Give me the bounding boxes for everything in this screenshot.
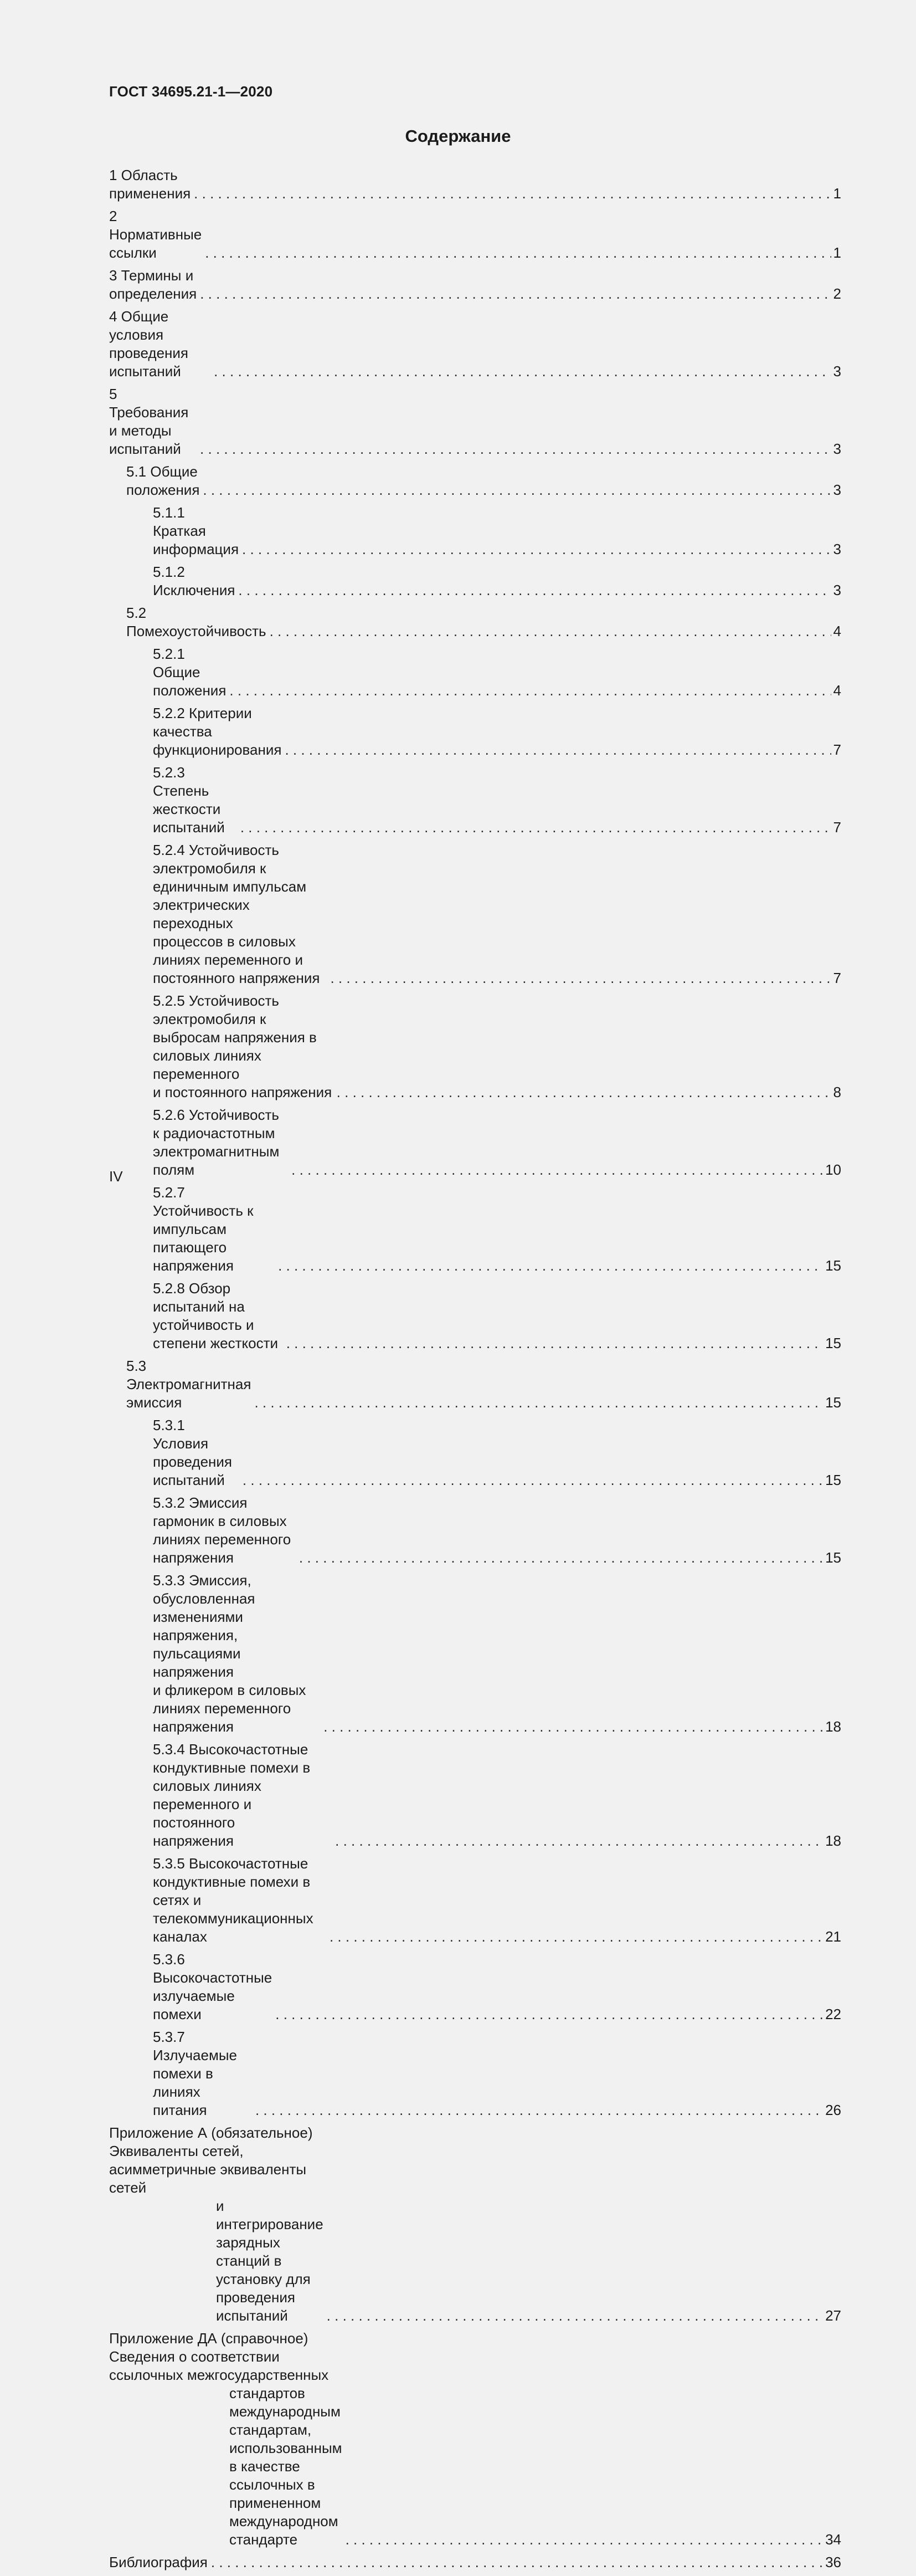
toc-entry-text: 5.2.2 Критерии качества функционирования [153,705,282,758]
toc-page-number: 8 [833,1084,841,1100]
dot-leader [211,2553,823,2572]
toc-entry-text: Приложение ДА (справочное) Сведения о соответствии ссылочных межгосударственных [109,2330,329,2383]
dot-leader [242,540,831,559]
toc-entry-text: Библиография [109,2554,208,2570]
toc-entry-5-2-5[interactable] [109,992,841,1102]
dot-leader [285,741,831,759]
toc-entry-text: 5.3.1 Условия проведения испытаний [153,1417,232,1488]
dot-leader [243,1471,823,1489]
toc-entry-3[interactable] [109,267,841,303]
toc-entry-1[interactable] [109,166,841,203]
toc-entry-5-1[interactable] [109,463,841,499]
dot-leader [275,2005,823,2024]
toc-entry-text: 2 Нормативные ссылки [109,208,202,261]
toc-entry-5-2-8[interactable] [109,1279,841,1353]
dot-leader [278,1257,823,1275]
toc-page-number: 4 [833,623,841,639]
toc-page-number: 7 [833,741,841,758]
toc-page-number: 15 [825,1257,841,1274]
toc-entry-text: 5.3.7 Излучаемые помехи в линиях питания [153,2029,237,2118]
toc-entry-text-continued: стандартов международным стандартам, использованным в качестве [229,2385,342,2475]
toc-entry-text: 5.2.5 Устойчивость электромобиля к выбросам напряжения в силовых линиях переменного [153,992,317,1082]
dot-leader [346,2531,824,2549]
toc-entry-5-3[interactable] [109,1357,841,1412]
toc-page-number: 36 [825,2554,841,2570]
toc-entry-5-3-5[interactable] [109,1855,841,1946]
toc-entry-text: 5.3.2 Эмиссия гармоник в силовых линиях переменного напряжения [153,1494,291,1566]
toc-entry-annex-a[interactable] [109,2124,841,2325]
toc-entry-text: 5.1.2 Исключения [153,564,235,598]
dot-leader [200,285,831,303]
toc-entry-text: 3 Термины и определения [109,267,197,302]
dot-leader [214,362,831,381]
dot-leader [286,1334,823,1353]
dot-leader [330,969,831,987]
toc-entry-text-continued: и интегрирование зарядных станций в установку для проведения испытаний [216,2198,323,2324]
toc-entry-text: 5.3 Электромагнитная эмиссия [126,1358,251,1411]
toc-entry-5-2-4[interactable] [109,841,841,987]
toc-entry-text: 5.2.8 Обзор испытаний на устойчивость и степени жесткости [153,1280,279,1351]
toc-entry-text: 5.2.4 Устойчивость электромобиля к единичным импульсам электрических переходных [153,842,307,931]
dot-leader [240,818,831,837]
toc-entry-text-continued: ссылочных в примененном международном стандарте [229,2476,338,2548]
dot-leader [330,1928,823,1946]
toc-entry-text: Приложение А (обязательное) Эквиваленты сетей, асимметричные эквиваленты сетей [109,2124,313,2196]
toc-entry-4[interactable] [109,308,841,381]
document-standard-id: ГОСТ 34695.21-1—2020 [109,83,273,100]
toc-entry-5-2-3[interactable] [109,764,841,837]
toc-page-number: 22 [825,2006,841,2022]
toc-page-number: 21 [825,1928,841,1945]
toc-entry-text: 5.3.3 Эмиссия, обусловленная изменениями напряжения, пульсациями напряжения [153,1572,255,1680]
toc-entry-2[interactable] [109,207,841,262]
toc-entry-text: 5.1.1 Краткая информация [153,504,239,557]
toc-page-number: 1 [833,185,841,202]
toc-entry-text: 4 Общие условия проведения испытаний [109,308,188,380]
toc-entry-5-1-2[interactable] [109,563,841,600]
toc-page-number: 3 [833,482,841,498]
toc-entry-text-continued: и фликером в силовых линиях переменного напряжения [153,1682,306,1735]
toc-page-number: 10 [825,1161,841,1178]
toc-entry-bibliography[interactable] [109,2553,841,2572]
toc-entry-text: 5.2 Помехоустойчивость [126,605,266,639]
page-number: IV [109,1168,123,1185]
toc-entry-5-1-1[interactable] [109,504,841,559]
toc-entry-text: 5.3.6 Высокочастотные излучаемые помехи [153,1951,272,2022]
toc-entry-annex-da[interactable] [109,2329,841,2549]
toc-entry-5-3-2[interactable] [109,1494,841,1567]
toc-page-number: 7 [833,819,841,836]
table-of-contents [109,166,841,2576]
toc-entry-text: 5.3.4 Высокочастотные кондуктивные помехи в силовых линиях переменного и постоянного [153,1741,311,1831]
toc-page-number: 7 [833,970,841,986]
dot-leader [205,244,831,262]
dot-leader [200,440,831,458]
dot-leader [254,1394,823,1412]
dot-leader [327,2307,823,2325]
toc-entry-text-continued: и постоянного напряжения [153,1084,332,1100]
toc-title: Содержание [405,126,511,146]
dot-leader [299,1549,823,1567]
toc-page-number: 34 [825,2531,841,2548]
dot-leader [194,185,831,203]
toc-page-number: 18 [825,1718,841,1735]
toc-page-number: 2 [833,285,841,302]
toc-entry-text: 5.2.6 Устойчивость к радиочастотным электромагнитным полям [153,1107,280,1178]
toc-page-number: 3 [833,541,841,557]
toc-entry-5-2-1[interactable] [109,645,841,700]
toc-page-number: 1 [833,244,841,261]
toc-page-number: 3 [833,582,841,598]
toc-entry-5-2-7[interactable] [109,1184,841,1275]
dot-leader [229,682,831,700]
toc-entry-5-3-6[interactable] [109,1950,841,2024]
toc-entry-5-2[interactable] [109,604,841,641]
toc-entry-text: 5 Требования и методы испытаний [109,386,189,457]
toc-entry-text-continued: напряжения [153,1832,234,1849]
dot-leader [291,1161,823,1179]
toc-entry-text: 5.3.5 Высокочастотные кондуктивные помехи в сетях и телекоммуникационных каналах [153,1855,313,1945]
toc-page-number: 4 [833,682,841,699]
toc-entry-text: 5.2.1 Общие положения [153,646,227,699]
toc-entry-text: 5.1 Общие положения [126,463,200,498]
dot-leader [323,1718,823,1736]
toc-entry-text-continued: процессов в силовых линиях переменного и постоянного напряжения [153,933,320,986]
toc-entry-text: 5.2.3 Степень жесткости испытаний [153,764,225,836]
toc-entry-5-3-4[interactable] [109,1740,841,1850]
dot-leader [270,622,831,641]
toc-entry-5-2-2[interactable] [109,704,841,759]
dot-leader [337,1083,831,1102]
toc-page-number: 26 [825,2102,841,2118]
toc-page-number: 3 [833,363,841,380]
toc-page-number: 15 [825,1549,841,1566]
dot-leader [335,1832,823,1850]
toc-page-number: 15 [825,1335,841,1351]
toc-entry-text: 1 Область применения [109,167,191,202]
toc-page-number: 15 [825,1394,841,1411]
toc-entry-text: 5.2.7 Устойчивость к импульсам питающего напряжения [153,1184,254,1274]
toc-entry-5-2-6[interactable] [109,1106,841,1179]
toc-entry-5-3-7[interactable] [109,2028,841,2119]
toc-entry-5[interactable] [109,385,841,458]
dot-leader [255,2101,823,2119]
toc-page-number: 18 [825,1832,841,1849]
toc-entry-5-3-3[interactable] [109,1571,841,1736]
dot-leader [203,481,831,499]
toc-page-number: 27 [825,2307,841,2324]
dot-leader [238,581,831,600]
toc-page-number: 15 [825,1472,841,1488]
toc-entry-5-3-1[interactable] [109,1416,841,1489]
toc-page-number: 3 [833,441,841,457]
